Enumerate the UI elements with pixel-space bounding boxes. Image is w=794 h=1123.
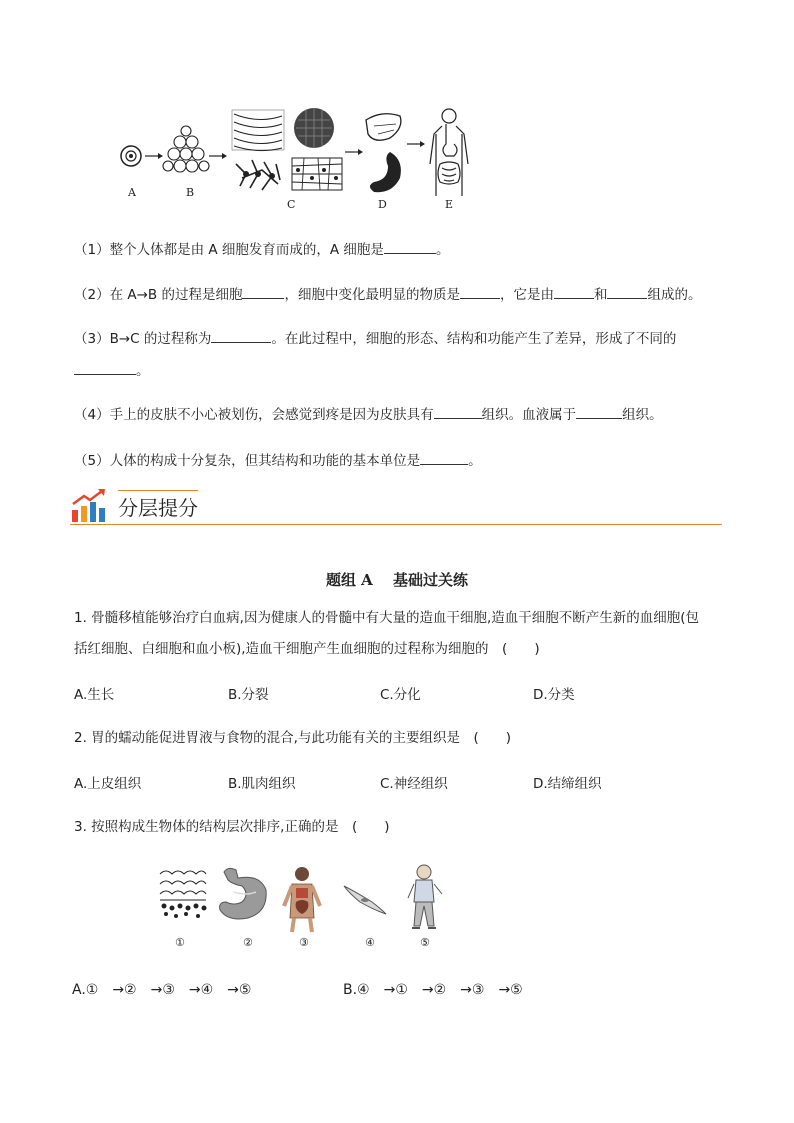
mc-1-option-d[interactable]: D.分类 (533, 687, 575, 703)
answer-blank[interactable] (460, 284, 500, 299)
mc-2-option-b[interactable]: B.肌肉组织 (228, 776, 296, 792)
section-header (70, 488, 722, 528)
structure-label-2: ② (243, 936, 253, 949)
answer-blank[interactable] (434, 404, 482, 419)
answer-blank[interactable] (420, 450, 468, 465)
mc-2-option-d[interactable]: D.结缔组织 (533, 776, 602, 792)
question-3-line-2: 。 (74, 360, 150, 381)
cell-a-image (121, 146, 141, 166)
answer-blank[interactable] (607, 284, 647, 299)
answer-blank[interactable] (384, 239, 436, 254)
group-title: 题组 A 基础过关练 (325, 571, 469, 589)
question-3: （3）B→C 的过程称为 。在此过程中，细胞的形态、结构和功能产生了差异，形成了不同的 (74, 328, 676, 349)
answer-blank[interactable] (554, 284, 594, 299)
structure-levels-figure (156, 862, 446, 934)
child-image (408, 865, 442, 928)
section-rule (70, 524, 722, 525)
question-1: （1）整个人体都是由 A 细胞发育而成的，A 细胞是 。 (74, 239, 449, 260)
cell-cluster-b-image (163, 126, 209, 172)
human-system-e-image (430, 109, 468, 196)
structure-label-3: ③ (299, 936, 309, 949)
figure-label-a: A (128, 186, 136, 199)
figure-label-b: B (186, 186, 195, 199)
mc-3-option-a[interactable]: A.① →② →③ →④ →⑤ (72, 982, 252, 998)
development-figure (112, 104, 492, 214)
mc-2-option-c[interactable]: C.神经组织 (380, 776, 448, 792)
answer-blank[interactable] (211, 328, 271, 343)
figure-label-c: C (287, 198, 296, 211)
mc-1-option-b[interactable]: B.分裂 (228, 687, 269, 703)
mc-3-option-b[interactable]: B.④ →① →② →③ →⑤ (343, 982, 523, 998)
figure-label-e: E (445, 198, 454, 211)
figure-label-d: D (378, 198, 387, 211)
tissue-image (158, 868, 207, 918)
organs-d-image (366, 114, 401, 192)
mc-1-option-a[interactable]: A.生长 (74, 687, 115, 703)
bar-chart-growth-icon (70, 488, 110, 524)
mc-question-1-stem: 1. 骨髓移植能够治疗白血病,因为健康人的骨髓中有大量的造血干细胞,造血干细胞不断产生新的血细胞(包 (74, 610, 700, 626)
section-title-underline (118, 490, 198, 491)
mc-1-option-c[interactable]: C.分化 (380, 687, 421, 703)
question-2: （2）在 A→B 的过程是细胞 ，细胞中变化最明显的物质是 ，它是由 和 组成的。 (74, 284, 701, 305)
stomach-image (220, 868, 267, 919)
structure-label-5: ⑤ (420, 936, 430, 949)
human-organ-system-image (284, 867, 320, 932)
answer-blank[interactable] (576, 404, 622, 419)
structure-label-1: ① (175, 936, 185, 949)
tissues-c-image (232, 108, 342, 192)
mc-question-3-stem: 3. 按照构成生物体的结构层次排序,正确的是 ( ) (74, 819, 390, 835)
question-4: （4）手上的皮肤不小心被划伤，会感觉到疼是因为皮肤具有 组织。血液属于 组织。 (74, 404, 663, 425)
answer-blank[interactable] (74, 360, 136, 375)
structure-label-4: ④ (365, 936, 375, 949)
question-5: （5）人体的构成十分复杂，但其结构和功能的基本单位是 。 (74, 450, 482, 471)
section-title: 分层提分 (118, 496, 198, 520)
mc-question-2-stem: 2. 胃的蠕动能促进胃液与食物的混合,与此功能有关的主要组织是 ( ) (74, 730, 511, 746)
mc-question-1-stem-cont: 括红细胞、白细胞和血小板),造血干细胞产生血细胞的过程称为细胞的 ( ) (74, 641, 540, 657)
mc-2-option-a[interactable]: A.上皮组织 (74, 776, 142, 792)
answer-blank[interactable] (242, 284, 284, 299)
muscle-cell-image (344, 886, 386, 914)
